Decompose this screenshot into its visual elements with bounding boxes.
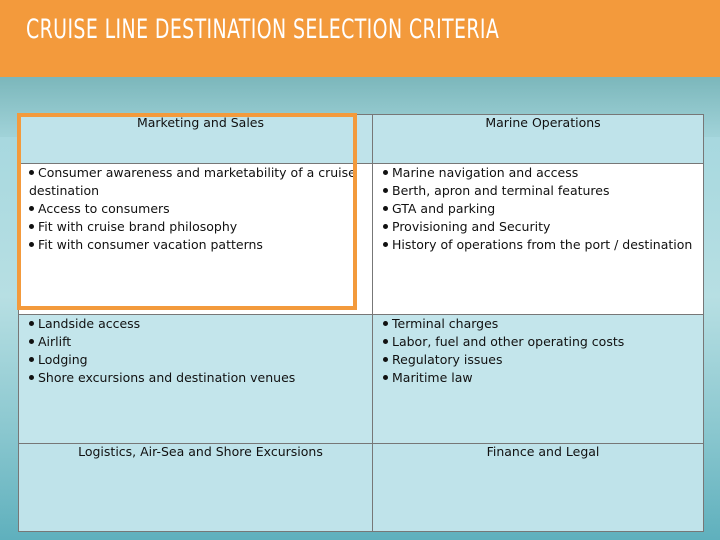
bullet-icon — [383, 339, 388, 344]
list-item: Regulatory issues — [383, 351, 703, 369]
title-banner — [0, 0, 720, 77]
list-item: Consumer awareness and marketability of a cruise destination — [29, 165, 356, 198]
bullet-icon — [383, 375, 388, 380]
bullet-icon — [29, 224, 34, 229]
bullet-icon — [29, 170, 34, 175]
list-item: Fit with consumer vacation patterns — [29, 236, 372, 254]
bullet-icon — [383, 206, 388, 211]
list-item: Access to consumers — [29, 200, 372, 218]
logistics-list — [29, 315, 372, 387]
finance-list — [383, 315, 703, 387]
list-item: Marine navigation and access — [383, 164, 703, 182]
list-item: GTA and parking — [383, 200, 703, 218]
bullet-icon — [383, 321, 388, 326]
list-item: Berth, apron and terminal features — [383, 182, 703, 200]
criteria-table — [18, 114, 704, 532]
list-item: Landside access — [29, 315, 372, 333]
bullet-icon — [29, 321, 34, 326]
bullet-icon — [29, 357, 34, 362]
cell-finance-items — [373, 315, 704, 444]
cell-marine-items — [373, 164, 704, 315]
cell-marketing-items — [19, 164, 373, 315]
list-item: Airlift — [29, 333, 372, 351]
list-item: Maritime law — [383, 369, 703, 387]
list-item: Shore excursions and destination venues — [29, 369, 372, 387]
list-item: Terminal charges — [383, 315, 703, 333]
cell-logistics-items — [19, 315, 373, 444]
header-marine-operations: Marine Operations — [373, 115, 704, 164]
bullet-icon — [383, 170, 388, 175]
bullet-icon — [383, 224, 388, 229]
list-item: History of operations from the port / destination — [383, 236, 703, 254]
bullet-icon — [29, 206, 34, 211]
list-item: Lodging — [29, 351, 372, 369]
bullet-icon — [383, 242, 388, 247]
bullet-icon — [383, 188, 388, 193]
bullet-icon — [29, 339, 34, 344]
list-item: Labor, fuel and other operating costs — [383, 333, 703, 351]
marine-list — [383, 164, 703, 254]
list-item: Provisioning and Security — [383, 218, 703, 236]
slide-title: CRUISE LINE DESTINATION SELECTION CRITERIA — [26, 14, 500, 45]
header-marketing-sales: Marketing and Sales — [19, 115, 373, 164]
footer-logistics: Logistics, Air-Sea and Shore Excursions — [19, 444, 373, 532]
bullet-icon — [29, 375, 34, 380]
footer-finance-legal: Finance and Legal — [373, 444, 704, 532]
bullet-icon — [383, 357, 388, 362]
list-item: Fit with cruise brand philosophy — [29, 218, 372, 236]
bullet-icon — [29, 242, 34, 247]
marketing-list — [29, 164, 372, 254]
